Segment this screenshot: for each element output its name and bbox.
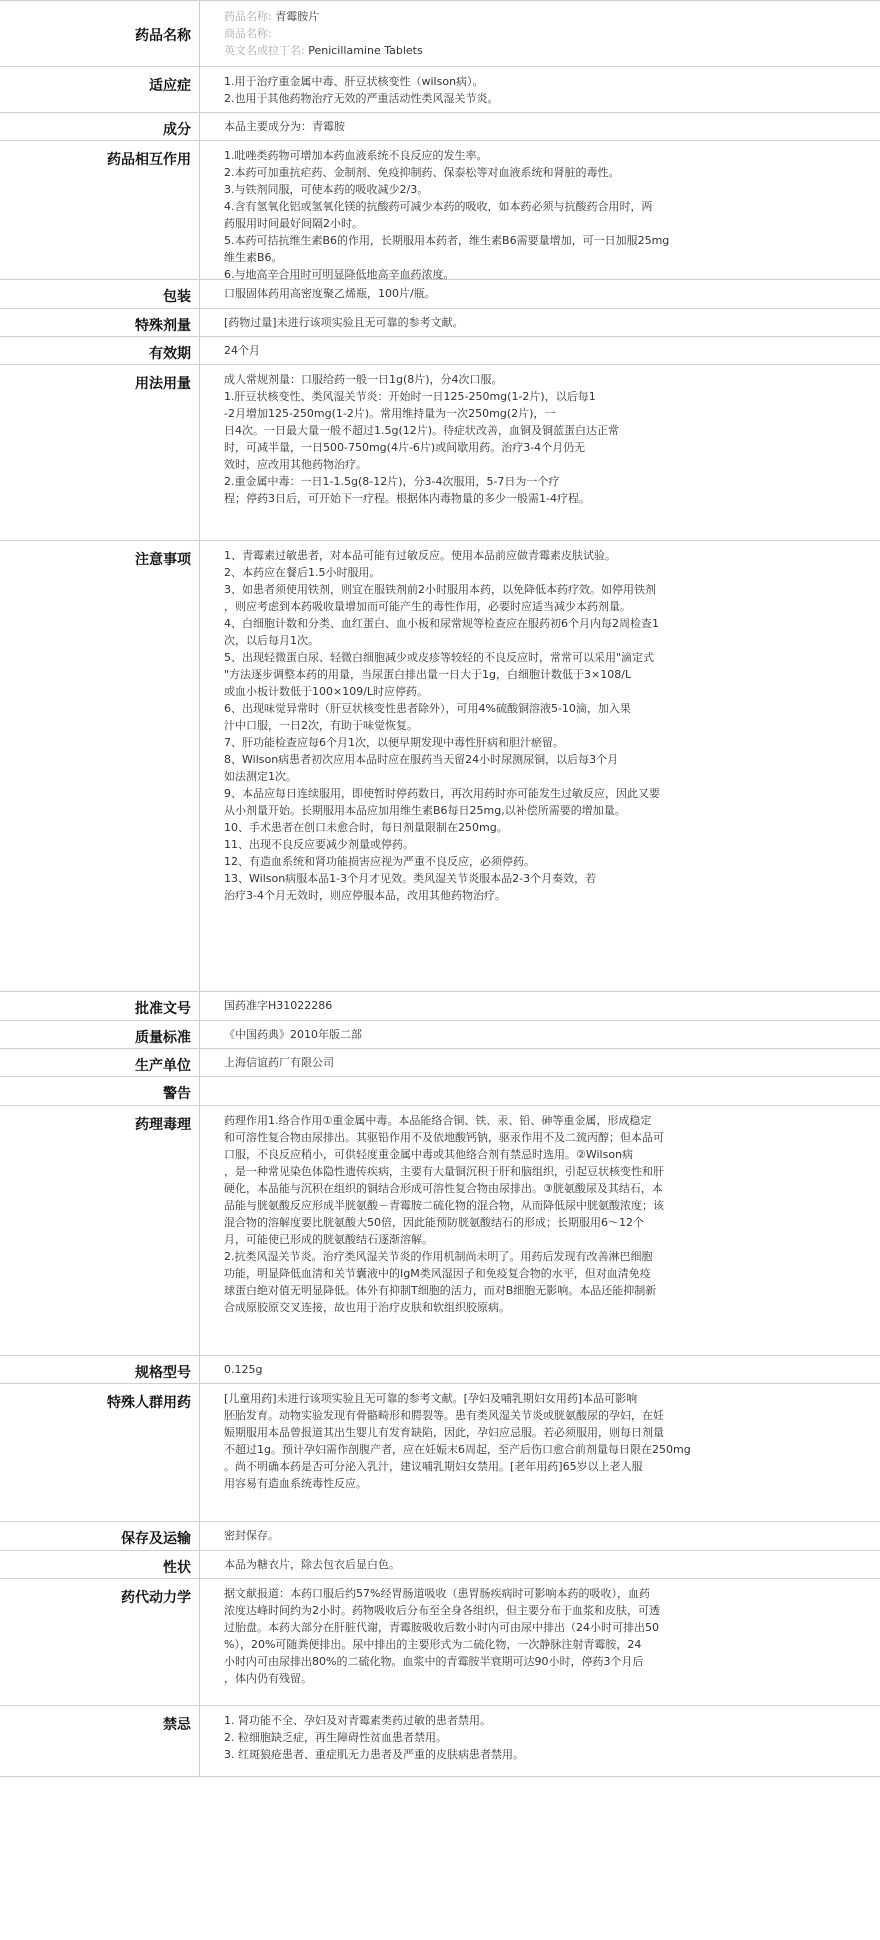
row-label: 适应症 (0, 67, 200, 112)
text-line: 治疗3-4个月无效时，则应停服本品，改用其他药物治疗。 (224, 889, 506, 902)
text-line: 浓度达峰时间约为2小时。药物吸收后分布至全身各组织，但主要分布于血浆和皮肤，可透 (224, 1604, 660, 1617)
text-line: 和可溶性复合物由尿排出。其驱铅作用不及依地酸钙钠，驱汞作用不及二巯丙醇；但本品可 (224, 1131, 664, 1144)
text-line: 效时，应改用其他药物治疗。 (224, 458, 367, 471)
row-label: 警告 (0, 1077, 200, 1105)
row-label: 特殊人群用药 (0, 1384, 200, 1521)
text-line: 本品主要成分为：青霉胺 (224, 120, 345, 133)
text-line: 2.抗类风湿关节炎。治疗类风湿关节炎的作用机制尚未明了。用药后发现有改善淋巴细胞 (224, 1250, 653, 1263)
row-value (200, 1021, 880, 1048)
row-label: 注意事项 (0, 541, 200, 991)
row-label: 规格型号 (0, 1356, 200, 1383)
text-line: %），20%可随粪便排出。尿中排出的主要形式为二硫化物，一次静脉注射青霉胺，24 (224, 1638, 642, 1651)
row-label: 生产单位 (0, 1049, 200, 1076)
row-label: 有效期 (0, 337, 200, 364)
row-value (200, 113, 880, 140)
text-line: 合成原胶原交叉连接，故也用于治疗皮肤和软组织胶原病。 (224, 1301, 510, 1314)
row-label: 批准文号 (0, 992, 200, 1020)
row-specification (0, 1356, 880, 1384)
row-label: 包装 (0, 280, 200, 308)
text-line: ，则应考虑到本药吸收量增加而可能产生的毒性作用，必要时应适当减少本药剂量。 (224, 600, 631, 613)
text-line: 胚胎发育。动物实验发现有骨骼畸形和腭裂等。患有类风湿关节炎或胱氨酸尿的孕妇，在妊 (224, 1409, 664, 1422)
row-label: 性状 (0, 1551, 200, 1578)
text-line: 2.重金属中毒：一日1-1.5g(8-12片)，分3-4次服用，5-7日为一个疗 (224, 475, 560, 488)
text-line: 6、出现味觉异常时（肝豆状核变性患者除外），可用4%硫酸铜溶液5-10滴，加入果 (224, 702, 631, 715)
text-line: 国药准字H31022286 (224, 999, 333, 1012)
row-value (200, 1384, 880, 1521)
text-line: 0.125g (224, 1363, 263, 1376)
text-line: 维生素B6。 (224, 251, 283, 264)
text-line: -2月增加125-250mg(1-2片)。常用维持量为一次250mg(2片)，一 (224, 407, 556, 420)
text-line: 次，以后每月1次。 (224, 634, 319, 647)
text-line: 硬化，本品能与沉积在组织的铜结合形成可溶性复合物由尿排出。③胱氨酸尿及其结石，本 (224, 1182, 663, 1195)
text-line: 12、有造血系统和肾功能损害应视为严重不良反应，必须停药。 (224, 855, 535, 868)
text-line: 。尚不明确本药是否可分泌入乳汁，建议哺乳期妇女禁用。[老年用药]65岁以上老人服 (224, 1460, 643, 1473)
row-drug-interactions (0, 141, 880, 280)
row-shelf-life (0, 337, 880, 365)
row-value (200, 1077, 880, 1105)
row-value (200, 280, 880, 308)
text-line: 本品为糖衣片，除去包衣后显白色。 (224, 1558, 400, 1571)
text-line: 日4次。一日最大量一般不超过1.5g(12片)。待症状改善，血铜及铜蓝蛋白达正常 (224, 424, 620, 437)
row-value (200, 1, 880, 66)
text-line: 1.肝豆状核变性、类风湿关节炎：开始时一日125-250mg(1-2片)，以后每1 (224, 390, 596, 403)
text-line: 7、肝功能检查应每6个月1次，以便早期发现中毒性肝病和胆汁瘀留。 (224, 736, 564, 749)
text-line: 5、出现轻微蛋白尿、轻微白细胞减少或皮疹等较轻的不良反应时，常常可以采用"滴定式 (224, 651, 655, 664)
text-line: ，是一种常见染色体隐性遗传疾病，主要有大量铜沉积于肝和脑组织，引起豆状核变性和肝 (224, 1165, 664, 1178)
row-value (200, 1356, 880, 1383)
text-line: 从小剂量开始。长期服用本品应加用维生素B6每日25mg,以补偿所需要的增加量。 (224, 804, 626, 817)
row-value (200, 1551, 880, 1578)
row-pharmacology-toxicology (0, 1106, 880, 1356)
row-value (200, 1706, 880, 1776)
row-indications (0, 67, 880, 113)
text-line: 5.本药可拮抗维生素B6的作用，长期服用本药者，维生素B6需要量增加，可一日加服25mg (224, 234, 670, 247)
text-line: 11、出现不良反应要减少剂量或停药。 (224, 838, 414, 851)
text-line: 程；停药3日后，可开始下一疗程。根据体内毒物量的多少一般需1-4疗程。 (224, 492, 590, 505)
text-line: 过胎盘。本药大部分在肝脏代谢，青霉胺吸收后数小时内可由尿中排出（24小时可排出50 (224, 1621, 659, 1634)
row-label: 用法用量 (0, 365, 200, 540)
row-label: 药代动力学 (0, 1579, 200, 1705)
text-line: 《中国药典》2010年版二部 (224, 1028, 362, 1041)
row-label: 特殊剂量 (0, 309, 200, 336)
text-line: 1.用于治疗重金属中毒、肝豆状核变性（wilson病）。 (224, 75, 484, 88)
english-name-line: 英文名或拉丁名: Penicillamine Tablets (224, 44, 423, 57)
row-pharmacokinetics (0, 1579, 880, 1706)
generic-name-line: 药品名称: 青霉胺片 (224, 10, 320, 23)
text-line: 品能与胱氨酸反应形成半胱氨酸－青霉胺二硫化物的混合物，从而降低尿中胱氨酸浓度；该 (224, 1199, 664, 1212)
text-line: 4.含有氢氧化铝或氢氧化镁的抗酸药可减少本药的吸收，如本药必须与抗酸药合用时，两 (224, 200, 653, 213)
row-usage-dosage (0, 365, 880, 541)
row-ingredients (0, 113, 880, 141)
row-value (200, 141, 880, 279)
text-line: 或血小板计数低于100×109/L时应停药。 (224, 685, 429, 698)
row-drug-name (0, 0, 880, 67)
text-line: 汁中口服，一日2次，有助于味觉恢复。 (224, 719, 418, 732)
row-value (200, 541, 880, 991)
text-line: 用容易有造血系统毒性反应。 (224, 1477, 367, 1490)
text-line: 4、白细胞计数和分类、血红蛋白、血小板和尿常规等检查应在服药初6个月内每2周检查1 (224, 617, 659, 630)
text-line: [儿童用药]未进行该项实验且无可靠的参考文献。[孕妇及哺乳期妇女用药]本品可影响 (224, 1392, 638, 1405)
text-line: 混合物的溶解度要比胱氨酸大50倍，因此能预防胱氨酸结石的形成；长期服用6～12个 (224, 1216, 644, 1229)
row-value (200, 67, 880, 112)
row-label: 禁忌 (0, 1706, 200, 1776)
row-precautions (0, 541, 880, 992)
row-value (200, 1049, 880, 1076)
text-line: 1. 肾功能不全、孕妇及对青霉素类药过敏的患者禁用。 (224, 1714, 491, 1727)
text-line: "方法逐步调整本药的用量，当尿蛋白排出量一日大于1g，白细胞计数低于3×108/L (224, 668, 632, 681)
row-contraindications (0, 1706, 880, 1777)
text-line: 8、Wilson病患者初次应用本品时应在服药当天留24小时尿测尿铜，以后每3个月 (224, 753, 619, 766)
text-line: 口服固体药用高密度聚乙烯瓶，100片/瓶。 (224, 287, 436, 300)
row-value (200, 1106, 880, 1355)
text-line: 小时内可由尿排出80%的二硫化物。血浆中的青霉胺半衰期可达90小时，停药3个月后 (224, 1655, 644, 1668)
row-value (200, 1522, 880, 1550)
text-line: 1.吡唑类药物可增加本药血液系统不良反应的发生率。 (224, 149, 488, 162)
row-warning (0, 1077, 880, 1106)
row-manufacturer (0, 1049, 880, 1077)
row-label: 药理毒理 (0, 1106, 200, 1355)
text-line: 上海信谊药厂有限公司 (224, 1056, 334, 1069)
row-value (200, 1579, 880, 1705)
text-line: 据文献报道：本药口服后约57%经胃肠道吸收（患胃肠疾病时可影响本药的吸收），血药 (224, 1587, 650, 1600)
text-line: 时，可减半量，一日500-750mg(4片-6片)或间歇用药。治疗3-4个月仍无 (224, 441, 586, 454)
row-packaging (0, 280, 880, 309)
text-line: 13、Wilson病服本品1-3个月才见效。类风湿关节炎服本品2-3个月奏效，若 (224, 872, 597, 885)
row-label: 保存及运输 (0, 1522, 200, 1550)
row-special-dosage (0, 309, 880, 337)
text-line: 10、手术患者在创口未愈合时，每日剂量限制在250mg。 (224, 821, 508, 834)
text-line: 娠期服用本品曾报道其出生婴儿有发育缺陷，因此，孕妇应忌服。若必须服用，则每日剂量 (224, 1426, 664, 1439)
text-line: 功能，明显降低血清和关节囊液中的IgM类风湿因子和免疫复合物的水平，但对血清免疫 (224, 1267, 651, 1280)
text-line: 如法测定1次。 (224, 770, 297, 783)
text-line: [药物过量]未进行该项实验且无可靠的参考文献。 (224, 316, 464, 329)
text-line: 2、本药应在餐后1.5小时服用。 (224, 566, 381, 579)
trade-name-line: 商品名称: (224, 27, 272, 40)
row-quality-standard (0, 1021, 880, 1049)
text-line: 密封保存。 (224, 1529, 279, 1542)
text-line: 成人常规剂量：口服给药一般一日1g(8片)，分4次口服。 (224, 373, 503, 386)
row-storage-transport (0, 1522, 880, 1551)
text-line: 2.也用于其他药物治疗无效的严重活动性类风湿关节炎。 (224, 92, 499, 105)
text-line: 药服用时间最好间隔2小时。 (224, 217, 363, 230)
text-line: 3、如患者须使用铁剂，则宜在服铁剂前2小时服用本药，以免降低本药疗效。如停用铁剂 (224, 583, 656, 596)
text-line: 球蛋白绝对值无明显降低。体外有抑制T细胞的活力，而对B细胞无影响。本品还能抑制新 (224, 1284, 657, 1297)
row-value (200, 309, 880, 336)
text-line: 口服，不良反应稍小，可供轻度重金属中毒或其他络合剂有禁忌时选用。②Wilson病 (224, 1148, 634, 1161)
text-line: 6.与地高辛合用时可明显降低地高辛血药浓度。 (224, 268, 455, 281)
row-value (200, 365, 880, 540)
text-line: 3. 红斑狼疮患者、重症肌无力患者及严重的皮肤病患者禁用。 (224, 1748, 524, 1761)
text-line: 不超过1g。预计孕妇需作剖腹产者，应在妊娠末6周起，至产后伤口愈合前剂量每日限在250mg (224, 1443, 691, 1456)
text-line: 3.与铁剂同服，可使本药的吸收减少2/3。 (224, 183, 429, 196)
text-line: 药理作用1.络合作用①重金属中毒。本品能络合铜、铁、汞、铅、砷等重金属，形成稳定 (224, 1114, 652, 1127)
row-label: 成分 (0, 113, 200, 140)
row-special-populations (0, 1384, 880, 1522)
row-value (200, 992, 880, 1020)
row-label: 药品相互作用 (0, 141, 200, 279)
row-label: 质量标准 (0, 1021, 200, 1048)
row-value (200, 337, 880, 364)
text-line: 24个月 (224, 344, 260, 357)
text-line: 9、本品应每日连续服用，即使暂时停药数日，再次用药时亦可能发生过敏反应，因此又要 (224, 787, 660, 800)
row-approval-number (0, 992, 880, 1021)
text-line: ，体内仍有残留。 (224, 1672, 312, 1685)
row-label: 药品名称 (0, 1, 200, 66)
text-line: 2. 粒细胞缺乏症，再生障碍性贫血患者禁用。 (224, 1731, 447, 1744)
text-line: 2.本药可加重抗疟药、金制剂、免疫抑制药、保泰松等对血液系统和肾脏的毒性。 (224, 166, 620, 179)
text-line: 月，可能使已形成的胱氨酸结石逐渐溶解。 (224, 1233, 433, 1246)
row-description (0, 1551, 880, 1579)
text-line: 1、青霉素过敏患者，对本品可能有过敏反应。使用本品前应做青霉素皮肤试验。 (224, 549, 616, 562)
